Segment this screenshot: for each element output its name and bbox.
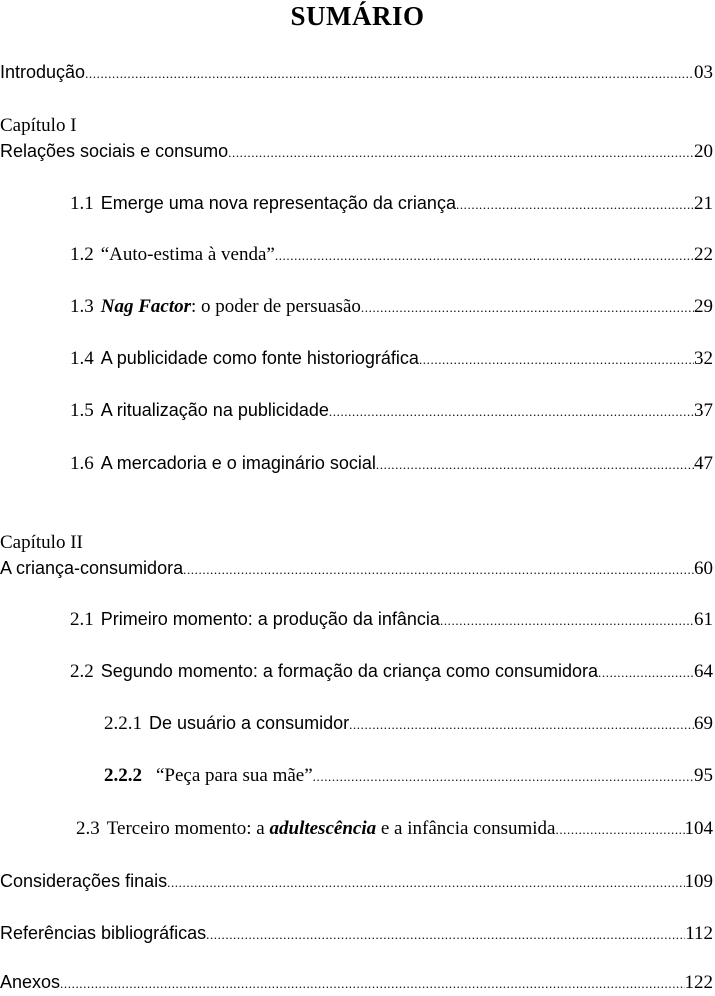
toc-page-number: 104 xyxy=(684,818,713,839)
toc-entry-1-5[interactable] xyxy=(70,398,713,424)
toc-entry-intro[interactable] xyxy=(0,60,713,86)
toc-label: A publicidade como fonte historiográfica xyxy=(100,348,419,368)
toc-label-continued: e a infância consumida xyxy=(376,818,556,839)
toc-entry-1-3[interactable] xyxy=(70,295,713,320)
chapter-2-heading: Capítulo II xyxy=(0,532,83,553)
dot-leader xyxy=(183,558,694,582)
toc-entry-annexes[interactable] xyxy=(0,970,713,996)
dot-leader xyxy=(440,609,694,633)
dot-leader xyxy=(555,818,684,842)
toc-entry-2-2[interactable] xyxy=(70,659,713,685)
toc-page-number: 22 xyxy=(694,244,713,265)
toc-entry-chapter-1[interactable] xyxy=(0,139,713,165)
toc-number: 2.2.2 xyxy=(104,765,142,786)
dot-leader xyxy=(456,193,694,217)
dot-leader xyxy=(419,348,694,372)
toc-page-number: 20 xyxy=(694,141,713,162)
dot-leader xyxy=(228,141,694,165)
toc-entry-1-6[interactable] xyxy=(70,451,713,477)
toc-label: “Auto-estima à venda” xyxy=(100,244,275,265)
toc-label: Considerações finais xyxy=(0,871,168,891)
toc-page-number: 37 xyxy=(694,400,713,421)
toc-number: 2.2 xyxy=(70,661,94,682)
toc-number: 1.1 xyxy=(70,193,94,214)
toc-label: Anexos xyxy=(0,972,61,992)
dot-leader xyxy=(598,661,694,685)
toc-number: 2.2.1 xyxy=(104,713,142,734)
toc-entry-2-2-1[interactable] xyxy=(104,711,713,737)
chapter-1-heading: Capítulo I xyxy=(0,115,77,136)
toc-label: Introdução xyxy=(0,62,86,82)
toc-page-number: 32 xyxy=(694,348,713,369)
toc-page-number: 60 xyxy=(694,558,713,579)
toc-label: Segundo momento: a formação da criança como consumidora xyxy=(100,661,599,681)
toc-label: Emerge uma nova representação da criança xyxy=(100,193,456,213)
dot-leader xyxy=(376,453,694,477)
toc-entry-2-2-2[interactable] xyxy=(104,764,713,789)
toc-page-number: 95 xyxy=(694,765,713,786)
toc-number: 1.5 xyxy=(70,400,94,421)
dot-leader xyxy=(60,972,684,996)
dot-leader xyxy=(206,923,685,947)
toc-page-number: 112 xyxy=(685,923,713,944)
toc-number: 1.4 xyxy=(70,348,94,369)
page-title: SUMÁRIO xyxy=(290,1,425,31)
toc-page-number: 109 xyxy=(684,871,713,892)
toc-label: A criança-consumidora xyxy=(0,558,184,578)
toc-page-number: 29 xyxy=(694,296,713,317)
toc-entry-1-4[interactable] xyxy=(70,346,713,372)
toc-label: Terceiro momento: a xyxy=(106,818,270,839)
toc-page-number: 61 xyxy=(694,609,713,630)
toc-entry-chapter-2[interactable] xyxy=(0,556,713,582)
toc-page-number: 03 xyxy=(694,62,713,83)
toc-label: : o poder de persuasão xyxy=(191,296,361,317)
toc-label: Referências bibliográficas xyxy=(0,923,207,943)
toc-label: Relações sociais e consumo xyxy=(0,141,229,161)
dot-leader xyxy=(167,871,684,895)
toc-entry-2-3[interactable] xyxy=(76,817,713,842)
dot-leader xyxy=(349,713,694,737)
toc-page-number: 64 xyxy=(694,661,713,682)
toc-emphasis: adultescência xyxy=(269,818,377,839)
toc-page-number: 122 xyxy=(684,972,713,993)
toc-label: Primeiro momento: a produção da infância xyxy=(100,609,440,629)
toc-page-number: 47 xyxy=(694,453,713,474)
toc-number: 2.1 xyxy=(70,609,94,630)
toc-page-number: 21 xyxy=(694,193,713,214)
dot-leader xyxy=(85,62,694,86)
toc-entry-considerations[interactable] xyxy=(0,869,713,895)
toc-label: A ritualização na publicidade xyxy=(100,400,329,420)
toc-label: De usuário a consumidor xyxy=(149,713,350,733)
toc-number: 1.6 xyxy=(70,453,94,474)
toc-entry-1-1[interactable] xyxy=(70,191,713,217)
toc-entry-1-2[interactable] xyxy=(70,243,713,268)
toc-number: 1.3 xyxy=(70,296,94,317)
dot-leader xyxy=(275,244,694,268)
toc-number: 1.2 xyxy=(70,244,94,265)
toc-emphasis: Nag Factor xyxy=(100,296,191,317)
toc-label: A mercadoria e o imaginário social xyxy=(100,453,376,473)
toc-entry-references[interactable] xyxy=(0,921,713,947)
dot-leader xyxy=(361,296,694,320)
toc-entry-2-1[interactable] xyxy=(70,607,713,633)
dot-leader xyxy=(313,765,694,789)
toc-number: 2.3 xyxy=(76,818,100,839)
toc-page-number: 69 xyxy=(694,713,713,734)
dot-leader xyxy=(329,400,694,424)
toc-label: “Peça para sua mãe” xyxy=(156,765,313,786)
